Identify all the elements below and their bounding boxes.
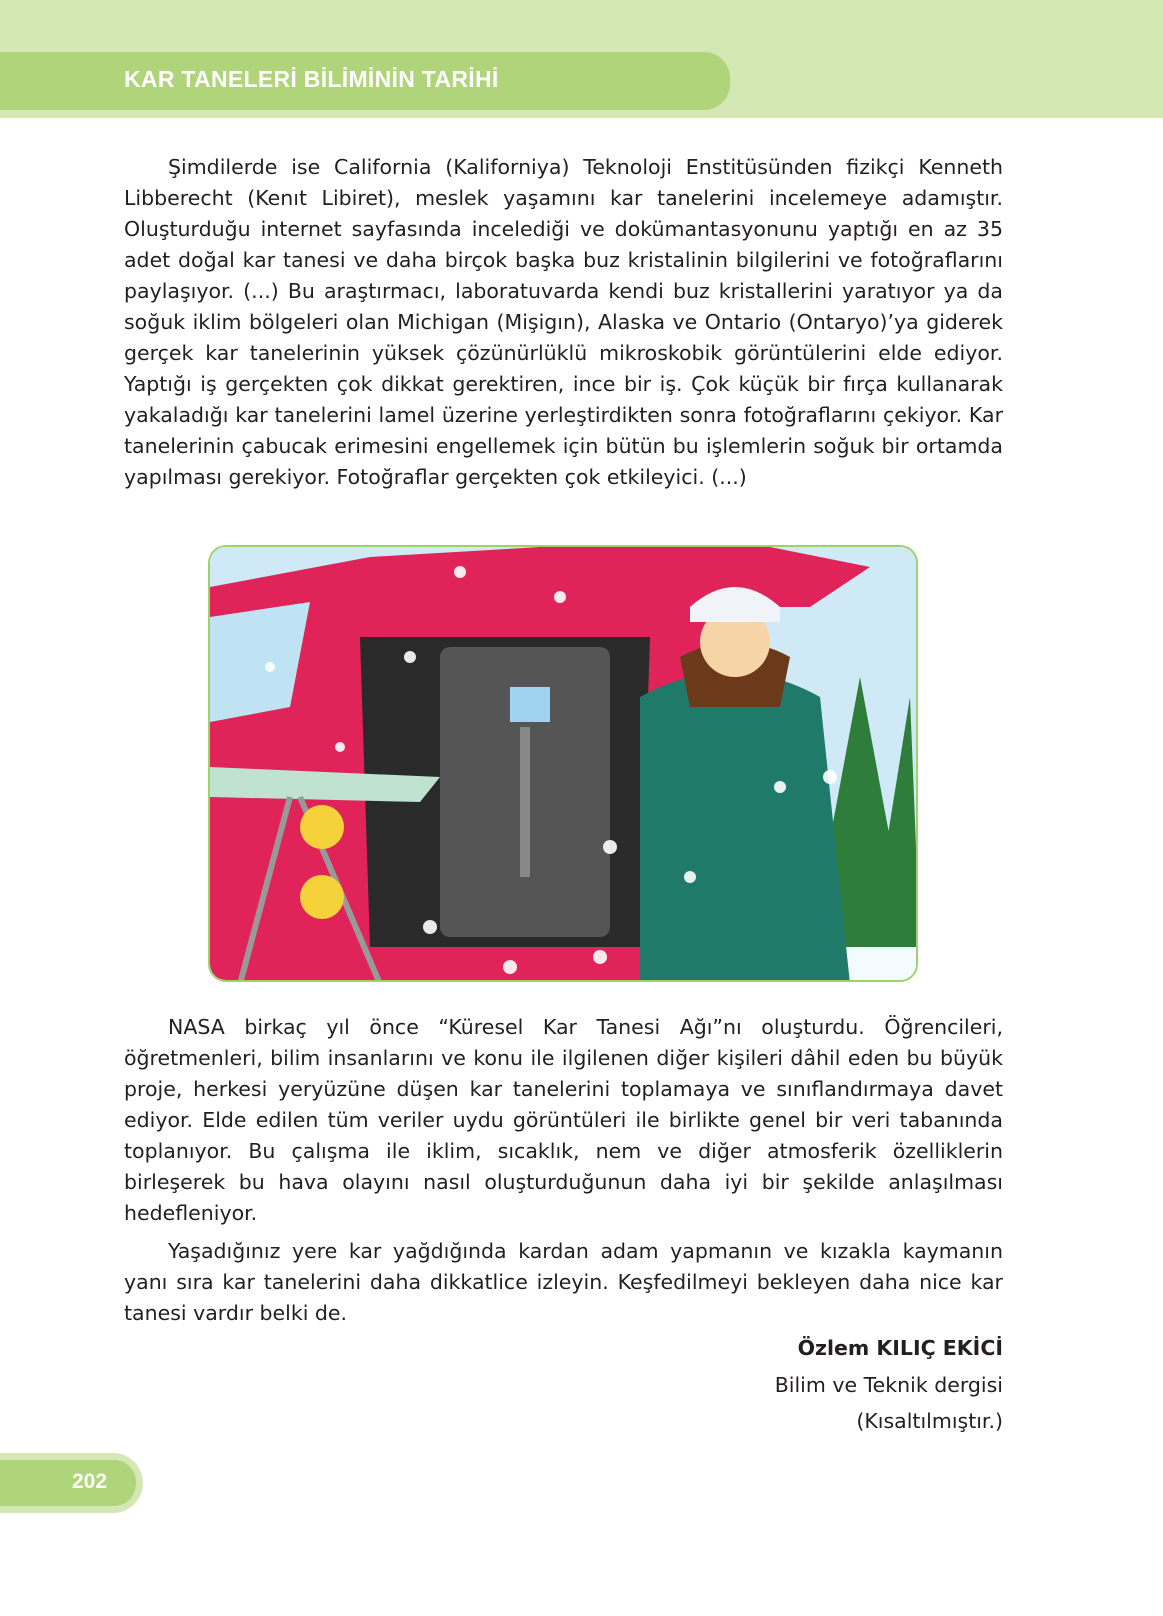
paragraph-2 — [124, 1012, 1003, 1229]
paragraph-text: NASA birkaç yıl önce “Küresel Kar Tanesi Ağı”nı oluşturdu. Öğrencileri, öğretmenleri, bilim insanlarını ve konu ile ilgilenen diğer kişileri dâhil eden bu büyük proje, herkesi yeryüzüne düşen kar tanelerini toplamaya ve sınıflandırmaya davet ediyor. Elde edilen tüm veriler uydu görüntüleri ile birlikte genel bir veri tabanında toplanıyor. Bu çalışma ile iklim, sıcaklık, nem ve diğer atmosferik özelliklerin birleşerek bu hava olayını nasıl oluşturduğunun daha iyi bir şekilde anlaşılması hedefleniyor. — [124, 1015, 1003, 1225]
abridged-note: (Kısaltılmıştır.) — [856, 1409, 1003, 1433]
paragraph-text: Yaşadığınız yere kar yağdığında kardan adam yapmanın ve kızakla kaymanın yanı sıra kar tanelerini daha dikkatlice izleyin. Keşfedilmeyi bekleyen daha nice kar tanesi vardır belki de. — [124, 1239, 1003, 1325]
page-number: 202 — [72, 1470, 108, 1493]
source: Bilim ve Teknik dergisi — [774, 1373, 1003, 1397]
page-number-tab-inner — [0, 1460, 136, 1506]
paragraph-3 — [124, 1236, 1003, 1329]
illustration-scientist-with-microscope-car — [208, 545, 918, 982]
paragraph-text: Şimdilerde ise California (Kaliforniya) Teknoloji Enstitüsünden fizikçi Kenneth Libberecht (Kenıt Libiret), meslek yaşamını kar tanelerini incelemeye adamıştır. Oluşturduğu internet sayfasında incelediği ve dokümantasyonunu yaptığı en az 35 adet doğal kar tanesi ve daha birçok başka buz kristalinin bilgilerini ve fotoğraflarını paylaşıyor. (...) Bu araştırmacı, laboratuvarda kendi buz kristallerini yaratıyor ya da soğuk iklim bölgeleri olan Michigan (Mişigın), Alaska ve Ontario (Ontaryo)’ya giderek gerçek kar tanelerinin yüksek çözünürlüklü mikroskobik görüntülerini elde ediyor. Yaptığı iş gerçekten çok dikkat gerektiren, ince bir iş. Çok küçük bir fırça kullanarak yakaladığı kar tanelerini lamel üzerine yerleştirdikten sonra fotoğraflarını çekiyor. Kar tanelerinin çabucak erimesini engellemek için bütün bu işlemlerin soğuk bir ortamda yapılması gerekiyor. Fotoğraflar gerçekten çok etkileyici. (...) — [124, 155, 1003, 489]
page-title: KAR TANELERİ BİLİMİNİN TARİHİ — [124, 66, 499, 92]
paragraph-1 — [124, 152, 1003, 493]
author-name: Özlem KILIÇ EKİCİ — [797, 1336, 1003, 1360]
